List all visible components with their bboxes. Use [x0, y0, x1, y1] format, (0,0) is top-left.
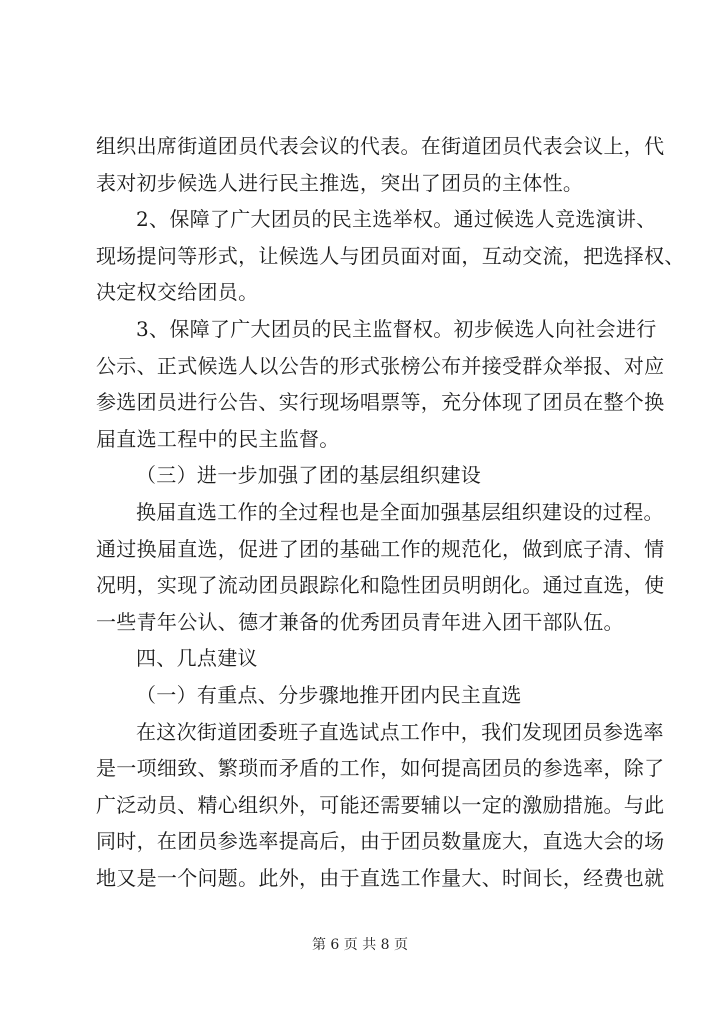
text-line: 一些青年公认、德才兼备的优秀团员青年进入团干部队伍。	[96, 609, 624, 634]
text-line: 广泛动员、精心组织外，可能还需要辅以一定的激励措施。与此	[96, 792, 665, 817]
text-line: 公示、正式候选人以公告的形式张榜公布并接受群众举报、对应	[96, 353, 665, 378]
text-line: 2、保障了广大团员的民主选举权。通过候选人竞选演讲、	[136, 207, 657, 232]
text-line: （三）进一步加强了团的基层组织建设	[136, 463, 482, 488]
text-line: 表对初步候选人进行民主推选，突出了团员的主体性。	[96, 170, 584, 195]
text-line: 四、几点建议	[136, 646, 258, 671]
text-line: 决定权交给团员。	[96, 280, 259, 305]
text-line: 通过换届直选，促进了团的基础工作的规范化，做到底子清、情	[96, 536, 665, 561]
text-line: 3、保障了广大团员的民主监督权。初步候选人向社会进行	[136, 316, 657, 341]
text-line: 同时，在团员参选率提高后，由于团员数量庞大，直选大会的场	[96, 829, 665, 854]
page-footer: 第 6 页 共 8 页	[311, 937, 409, 953]
text-line: 换届直选工作的全过程也是全面加强基层组织建设的过程。	[136, 499, 664, 524]
text-line: 是一项细致、繁琐而矛盾的工作，如何提高团员的参选率，除了	[96, 756, 665, 781]
text-line: （一）有重点、分步骤地推开团内民主直选	[136, 682, 522, 707]
body-text	[96, 128, 685, 896]
text-line: 地又是一个问题。此外，由于直选工作量大、时间长，经费也就	[96, 865, 665, 890]
text-line: 参选团员进行公告、实行现场唱票等，充分体现了团员在整个换	[96, 390, 665, 415]
text-line: 届直选工程中的民主监督。	[96, 426, 340, 451]
text-line: 组织出席街道团员代表会议的代表。在街道团员代表会议上，代	[96, 134, 665, 158]
text-line: 在这次街道团委班子直选试点工作中，我们发现团员参选率	[136, 719, 664, 744]
text-line: 现场提问等形式，让候选人与团员面对面，互动交流，把选择权、	[96, 243, 685, 268]
text-line: 况明，实现了流动团员跟踪化和隐性团员明朗化。通过直选，使	[96, 573, 665, 598]
